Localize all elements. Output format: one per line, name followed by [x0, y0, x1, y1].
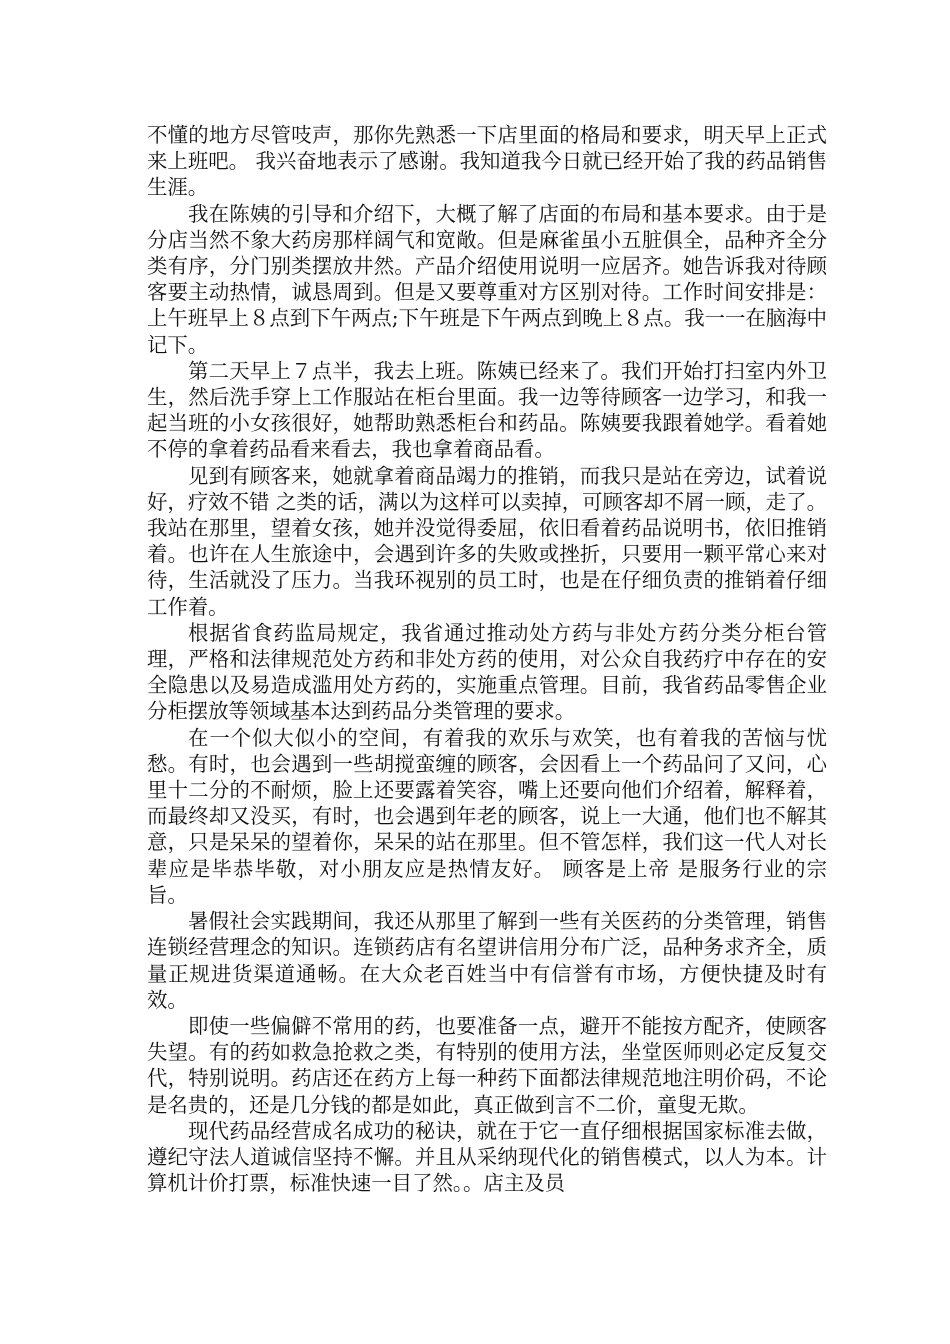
paragraph-7: 暑假社会实践期间，我还从那里了解到一些有关医药的分类管理，销售连锁经营理念的知识。连锁药店有名望讲信用分布广泛，品种务求齐全，质量正规进货渠道通畅。在大众老百姓当中有信誉有市场，方便快捷及时有效。: [147, 909, 827, 1012]
paragraph-4: 见到有顾客来，她就拿着商品竭力的推销，而我只是站在旁边，试着说 好，疗效不错 之类的话，满以为这样可以卖掉，可顾客却不屑一顾，走了。我站在那里，望着女孩，她并没觉得委屈，依旧看着药品说明书，依旧推销着。也许在人生旅途中，会遇到许多的失败或挫折，只要用一颗平常心来对待，生活就没了压力。当我环视别的员工时，也是在仔细负责的推销着仔细工作着。: [147, 463, 827, 619]
paragraph-1: 不懂的地方尽管吱声，那你先熟悉一下店里面的格局和要求，明天早上正式来上班吧。 我兴奋地表示了感谢。我知道我今日就已经开始了我的药品销售生涯。: [147, 123, 827, 200]
paragraph-9: 现代药品经营成名成功的秘诀，就在于它一直仔细根据国家标准去做，遵纪守法人道诚信坚持不懈。并且从采纳现代化的销售模式，以人为本。计算机计价打票，标准快速一目了然。。店主及员: [147, 1118, 827, 1196]
paragraph-5: 根据省食药监局规定，我省通过推动处方药与非处方药分类分柜台管理，严格和法律规范处方药和非处方药的使用，对公众自我药疗中存在的安全隐患以及易造成滥用处方药的，实施重点管理。目前，我省药品零售企业分柜摆放等领域基本达到药品分类管理的要求。: [147, 620, 827, 724]
paragraph-8: 即使一些偏僻不常用的药，也要准备一点，避开不能按方配齐，使顾客失望。有的药如救急抢救之类，有特别的使用方法，坐堂医师则必定反复交代，特别说明。药店还在药方上每一种药下面都法律规范地注明价码，不论是名贵的，还是几分钱的都是如此，真正做到言不二价，童叟无欺。: [147, 1013, 827, 1117]
document-body: [147, 122, 827, 1196]
paragraph-6: 在一个似大似小的空间，有着我的欢乐与欢笑，也有着我的苦恼与忧愁。有时，也会遇到一些胡搅蛮缠的顾客，会因看上一个药品问了又问，心里十二分的不耐烦，脸上还要露着笑容，嘴上还要向他们介绍着，解释着，而最终却又没买，有时，也会遇到年老的顾客，说上一大通，他们也不解其意，只是呆呆的望着你，呆呆的站在那里。但不管怎样，我们这一代人对长辈应是毕恭毕敬，对小朋友应是热情友好。 顾客是上帝 是服务行业的宗旨。: [147, 725, 827, 907]
paragraph-3: 第二天早上７点半，我去上班。陈姨已经来了。我们开始打扫室内外卫生，然后洗手穿上工作服站在柜台里面。我一边等待顾客一边学习，和我一起当班的小女孩很好，她帮助熟悉柜台和药品。陈姨要我跟着她学。看着她不停的拿着药品看来看去，我也拿着商品看。: [147, 358, 827, 462]
paragraph-2: 我在陈姨的引导和介绍下，大概了解了店面的布局和基本要求。由于是分店当然不象大药房那样阔气和宽敞。但是麻雀虽小五脏俱全，品种齐全分类有序，分门别类摆放井然。产品介绍使用说明一应居齐。她告诉我对待顾客要主动热情，诚恳周到。但是又要尊重对方区别对待。工作时间安排是：上午班早上８点到下午两点;下午班是下午两点到晚上８点。我一一在脑海中记下。: [147, 201, 827, 357]
